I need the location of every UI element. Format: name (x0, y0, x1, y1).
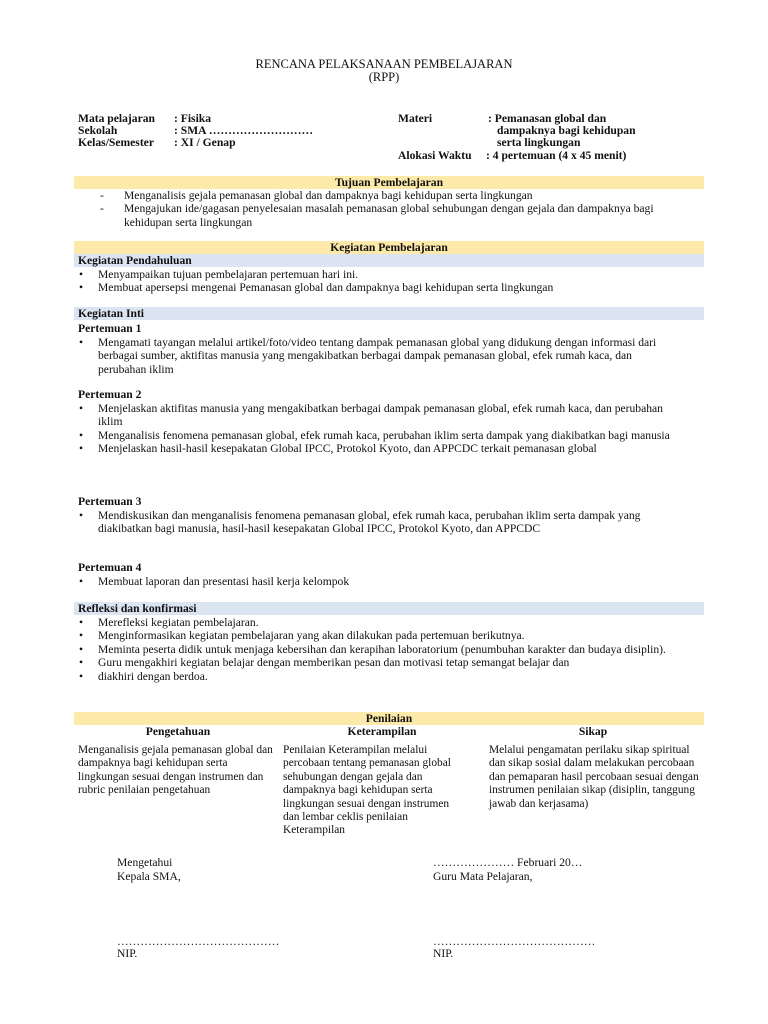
pertemuan-4-heading: Pertemuan 4 (78, 561, 142, 574)
bullet-icon: • (79, 336, 84, 349)
dash-bullet-icon: - (100, 202, 104, 216)
bullet-icon: • (79, 281, 84, 295)
list-item: • Menginformasikan kegiatan pembelajaran yang akan dilakukan pada pertemuan berikutnya. (79, 629, 525, 643)
bullet-icon: • (79, 428, 84, 442)
alokasi-value: : 4 pertemuan (4 x 45 menit) (486, 149, 627, 162)
list-item: • Menjelaskan hasil-hasil kesepakatan Global IPCC, Protokol Kyoto, dan APPCDC terkait pemanasan global (79, 442, 597, 456)
bullet-icon: • (79, 629, 84, 643)
bullet-icon: • (79, 656, 84, 670)
guru-signature-line: …………………………………… (433, 935, 596, 948)
refleksi-list (78, 616, 684, 683)
materi-value-3: serta lingkungan (497, 136, 581, 149)
materi-value-2: dampaknya bagi kehidupan (497, 124, 636, 137)
materi-value-1: : Pemanasan global dan (488, 112, 607, 125)
bullet-icon: • (79, 402, 84, 415)
alokasi-label: Alokasi Waktu (398, 149, 472, 162)
keterampilan-text: Penilaian Keterampilan melalui percobaan tentang pemanasan global sehubungan dengan gejala dan dampaknya bagi kehidupan serta lingkungan sesuai dengan instrumen dan lembar ceklis penilaian Keterampilan (283, 744, 451, 837)
tujuan-header-bar (74, 176, 704, 189)
bullet-icon: • (79, 442, 84, 456)
kegiatan-header-bar (74, 241, 704, 254)
pertemuan-4-list (78, 575, 678, 588)
bullet-icon: • (79, 575, 84, 588)
sekolah-label: Sekolah (78, 124, 118, 137)
inti-header-bar (74, 307, 704, 320)
pertemuan-3-heading: Pertemuan 3 (78, 495, 142, 508)
sikap-text: Melalui pengamatan perilaku sikap spiritual dan sikap sosial dalam melakukan percobaan dan pemaparan hasil percobaan sesuai dengan instrumen penilaian sikap (disiplin, tanggung jawab dan kerjasama) (489, 744, 699, 810)
pengetahuan-heading: Pengetahuan (145, 725, 211, 738)
kelas-label: Kelas/Semester (78, 136, 154, 149)
list-item: • Membuat laporan dan presentasi hasil kerja kelompok (79, 575, 350, 588)
page-subtitle: (RPP) (368, 70, 400, 84)
bullet-icon: • (79, 616, 84, 629)
pertemuan-2-list (78, 402, 674, 456)
bullet-icon: • (79, 509, 84, 522)
list-item: • Menganalisis fenomena pemanasan global, efek rumah kaca, perubahan iklim serta dampak yang diakibatkan bagi manusia (79, 428, 670, 442)
materi-label: Materi (398, 112, 433, 125)
date-line: ………………… Februari 20… (433, 856, 583, 869)
keterampilan-heading: Keterampilan (347, 725, 417, 738)
list-item: • Meminta peserta didik untuk menjaga kebersihan dan kerapihan laboratorium (penumbuhan karakter dan budaya disiplin). (79, 642, 666, 656)
refleksi-heading: Refleksi dan konfirmasi (78, 602, 197, 615)
pertemuan-3-list (78, 509, 674, 536)
pertemuan-1-list (78, 336, 668, 376)
pengetahuan-text: Menganalisis gejala pemanasan global dan dampaknya bagi kehidupan serta lingkungan sesuai dengan instrumen dan rubric penilaian pengetahuan (78, 744, 273, 797)
kepala-sma-label: Kepala SMA, (117, 870, 181, 883)
kepala-nip: NIP. (117, 947, 138, 960)
list-item: • Mendiskusikan dan menganalisis fenomena pemanasan global, efek rumah kaca, perubahan iklim serta dampak yang diakibatkan bagi manusia, hasil-hasil kesepakatan Global IPCC, Protokol Kyoto, dan APPCDC (79, 509, 641, 536)
mapel-value: : Fisika (174, 112, 212, 125)
sekolah-value: : SMA ……………………… (174, 124, 314, 137)
list-item: - Mengajukan ide/gagasan penyelesaian masalah pemanasan global sehubungan dengan gejala dan dampaknya bagi kehidupan serta lingkungan (100, 202, 654, 229)
penilaian-header-bar (74, 712, 704, 725)
list-item: • Guru mengakhiri kegiatan belajar dengan memberikan pesan dan motivasi tetap semangat belajar dan (79, 656, 570, 670)
mengetahui-label: Mengetahui (117, 856, 173, 869)
pendahuluan-heading: Kegiatan Pendahuluan (78, 254, 192, 267)
dash-bullet-icon: - (100, 189, 104, 202)
kegiatan-heading: Kegiatan Pembelajaran (330, 241, 448, 254)
inti-heading: Kegiatan Inti (78, 307, 145, 320)
bullet-icon: • (79, 642, 84, 656)
kepala-signature-line: …………………………………… (117, 935, 280, 948)
guru-nip: NIP. (433, 947, 454, 960)
list-item: • Merefleksi kegiatan pembelajaran. (79, 616, 259, 629)
list-item: • Mengamati tayangan melalui artikel/foto/video tentang dampak pemanasan global yang didukung dengan informasi dari berbagai sumber, aktifitas manusia yang mengakibatkan berbagai dampak pemanasan global, efek rumah kaca, dan perubahan iklim (79, 336, 657, 376)
guru-label: Guru Mata Pelajaran, (433, 870, 533, 883)
list-item: • diakhiri dengan berdoa. (79, 669, 208, 683)
pendahuluan-list (78, 268, 678, 295)
penilaian-heading: Penilaian (365, 712, 413, 725)
pertemuan-2-heading: Pertemuan 2 (78, 388, 142, 401)
list-item: • Menjelaskan aktifitas manusia yang mengakibatkan berbagai dampak pemanasan global, efek rumah kaca, dan perubahan iklim (79, 402, 663, 429)
mapel-label: Mata pelajaran (78, 112, 155, 125)
list-item: - Menganalisis gejala pemanasan global dan dampaknya bagi kehidupan serta lingkungan (100, 189, 533, 202)
bullet-icon: • (79, 669, 84, 683)
tujuan-heading: Tujuan Pembelajaran (334, 176, 444, 189)
list-item: • Menyampaikan tujuan pembelajaran pertemuan hari ini. (79, 268, 359, 281)
page-title: RENCANA PELAKSANAAN PEMBELAJARAN (255, 57, 513, 71)
tujuan-list (100, 189, 680, 229)
list-item: • Membuat apersepsi mengenai Pemanasan global dan dampaknya bagi kehidupan serta lingkungan (79, 281, 554, 295)
sikap-heading: Sikap (578, 725, 608, 738)
pertemuan-1-heading: Pertemuan 1 (78, 322, 142, 335)
bullet-icon: • (79, 268, 84, 281)
kelas-value: : XI / Genap (174, 136, 236, 149)
